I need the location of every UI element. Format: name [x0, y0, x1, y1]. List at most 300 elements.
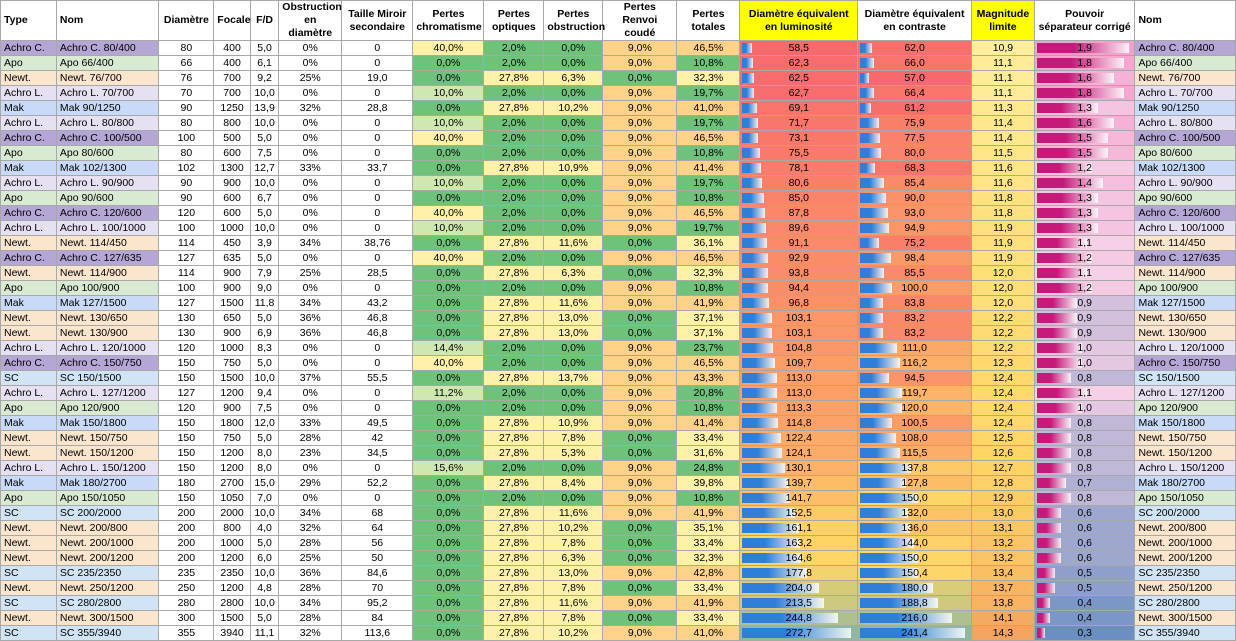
contraste-cell[interactable]	[858, 461, 972, 476]
focale-cell[interactable]: 900	[214, 266, 251, 281]
renvoi-cell[interactable]: 9,0%	[603, 506, 677, 521]
luminosite-cell[interactable]	[740, 56, 858, 71]
nom-right-cell[interactable]: Newt. 200/1200	[1135, 551, 1236, 566]
fd-cell[interactable]: 6,9	[250, 326, 278, 341]
type-cell[interactable]: Newt.	[1, 446, 57, 461]
separateur-cell[interactable]	[1034, 476, 1135, 491]
magnitude-cell[interactable]	[971, 401, 1034, 416]
nom-cell[interactable]: Newt. 200/1200	[56, 551, 159, 566]
contraste-cell[interactable]	[858, 116, 972, 131]
miroir-cell[interactable]: 84	[342, 611, 413, 626]
miroir-cell[interactable]: 0	[342, 251, 413, 266]
diametre-cell[interactable]: 100	[159, 221, 214, 236]
luminosite-cell[interactable]	[740, 626, 858, 641]
focale-cell[interactable]: 635	[214, 251, 251, 266]
diametre-cell[interactable]: 180	[159, 476, 214, 491]
diametre-cell[interactable]: 90	[159, 176, 214, 191]
chromatisme-cell[interactable]: 0,0%	[413, 371, 484, 386]
focale-cell[interactable]: 1000	[214, 221, 251, 236]
contraste-cell[interactable]	[858, 131, 972, 146]
luminosite-cell[interactable]	[740, 506, 858, 521]
diametre-cell[interactable]: 150	[159, 461, 214, 476]
nom-cell[interactable]: Achro L. 120/1000	[56, 341, 159, 356]
totales-cell[interactable]: 10,8%	[677, 491, 740, 506]
type-cell[interactable]: Newt.	[1, 581, 57, 596]
nom-right-cell[interactable]: Newt. 150/1200	[1135, 446, 1236, 461]
separateur-cell[interactable]	[1034, 146, 1135, 161]
chromatisme-cell[interactable]: 0,0%	[413, 191, 484, 206]
magnitude-cell[interactable]	[971, 341, 1034, 356]
optiques-cell[interactable]: 2,0%	[484, 131, 544, 146]
table-row[interactable]	[1, 341, 1236, 356]
totales-cell[interactable]: 41,9%	[677, 596, 740, 611]
optiques-cell[interactable]: 27,8%	[484, 266, 544, 281]
miroir-cell[interactable]: 0	[342, 176, 413, 191]
optiques-cell[interactable]: 27,8%	[484, 521, 544, 536]
obstruction-cell[interactable]: 0%	[279, 206, 342, 221]
separateur-cell[interactable]	[1034, 311, 1135, 326]
renvoi-cell[interactable]: 0,0%	[603, 521, 677, 536]
contraste-cell[interactable]	[858, 371, 972, 386]
nom-cell[interactable]: SC 150/1500	[56, 371, 159, 386]
nom-cell[interactable]: Newt. 250/1200	[56, 581, 159, 596]
nom-cell[interactable]: Achro L. 90/900	[56, 176, 159, 191]
chromatisme-cell[interactable]: 0,0%	[413, 416, 484, 431]
separateur-cell[interactable]	[1034, 596, 1135, 611]
header-nom-2[interactable]: Nom	[1135, 1, 1236, 41]
diametre-cell[interactable]: 130	[159, 326, 214, 341]
diametre-cell[interactable]: 90	[159, 191, 214, 206]
optiques-cell[interactable]: 27,8%	[484, 416, 544, 431]
renvoi-cell[interactable]: 0,0%	[603, 551, 677, 566]
contraste-cell[interactable]	[858, 281, 972, 296]
table-row[interactable]	[1, 56, 1236, 71]
totales-cell[interactable]: 37,1%	[677, 326, 740, 341]
totales-cell[interactable]: 46,5%	[677, 356, 740, 371]
focale-cell[interactable]: 600	[214, 206, 251, 221]
chromatisme-cell[interactable]: 0,0%	[413, 161, 484, 176]
table-row[interactable]	[1, 476, 1236, 491]
magnitude-cell[interactable]	[971, 131, 1034, 146]
luminosite-cell[interactable]	[740, 431, 858, 446]
luminosite-cell[interactable]	[740, 371, 858, 386]
renvoi-cell[interactable]: 0,0%	[603, 536, 677, 551]
obstruction-cell[interactable]: 25%	[279, 71, 342, 86]
fd-cell[interactable]: 12,7	[250, 161, 278, 176]
fd-cell[interactable]: 5,0	[250, 311, 278, 326]
magnitude-cell[interactable]	[971, 311, 1034, 326]
separateur-cell[interactable]	[1034, 536, 1135, 551]
renvoi-cell[interactable]: 0,0%	[603, 611, 677, 626]
magnitude-cell[interactable]	[971, 596, 1034, 611]
nom-right-cell[interactable]: Newt. 114/450	[1135, 236, 1236, 251]
renvoi-cell[interactable]: 9,0%	[603, 176, 677, 191]
obstruction-cell[interactable]: 0%	[279, 356, 342, 371]
obstruction-cell[interactable]: 0%	[279, 281, 342, 296]
totales-cell[interactable]: 35,1%	[677, 521, 740, 536]
luminosite-cell[interactable]	[740, 221, 858, 236]
chromatisme-cell[interactable]: 0,0%	[413, 506, 484, 521]
chromatisme-cell[interactable]: 40,0%	[413, 251, 484, 266]
miroir-cell[interactable]: 33,7	[342, 161, 413, 176]
totales-cell[interactable]: 37,1%	[677, 311, 740, 326]
focale-cell[interactable]: 900	[214, 281, 251, 296]
type-cell[interactable]: Mak	[1, 296, 57, 311]
type-cell[interactable]: Mak	[1, 161, 57, 176]
diametre-cell[interactable]: 235	[159, 566, 214, 581]
magnitude-cell[interactable]	[971, 536, 1034, 551]
header-pertes-obstruction[interactable]: Pertes obstruction	[544, 1, 603, 41]
focale-cell[interactable]: 650	[214, 311, 251, 326]
luminosite-cell[interactable]	[740, 326, 858, 341]
focale-cell[interactable]: 1200	[214, 461, 251, 476]
nom-right-cell[interactable]: Achro L. 70/700	[1135, 86, 1236, 101]
contraste-cell[interactable]	[858, 236, 972, 251]
renvoi-cell[interactable]: 9,0%	[603, 356, 677, 371]
magnitude-cell[interactable]	[971, 581, 1034, 596]
totales-cell[interactable]: 10,8%	[677, 401, 740, 416]
contraste-cell[interactable]	[858, 626, 972, 641]
obstruction-loss-cell[interactable]: 0,0%	[544, 491, 603, 506]
renvoi-cell[interactable]: 9,0%	[603, 221, 677, 236]
nom-right-cell[interactable]: Mak 180/2700	[1135, 476, 1236, 491]
chromatisme-cell[interactable]: 14,4%	[413, 341, 484, 356]
separateur-cell[interactable]	[1034, 116, 1135, 131]
obstruction-cell[interactable]: 0%	[279, 86, 342, 101]
diametre-cell[interactable]: 130	[159, 311, 214, 326]
table-row[interactable]	[1, 596, 1236, 611]
totales-cell[interactable]: 39,8%	[677, 476, 740, 491]
chromatisme-cell[interactable]: 0,0%	[413, 536, 484, 551]
totales-cell[interactable]: 19,7%	[677, 86, 740, 101]
optiques-cell[interactable]: 2,0%	[484, 56, 544, 71]
type-cell[interactable]: Achro C.	[1, 41, 57, 56]
separateur-cell[interactable]	[1034, 446, 1135, 461]
magnitude-cell[interactable]	[971, 161, 1034, 176]
table-row[interactable]	[1, 461, 1236, 476]
fd-cell[interactable]: 10,0	[250, 371, 278, 386]
nom-cell[interactable]: Apo 80/600	[56, 146, 159, 161]
renvoi-cell[interactable]: 9,0%	[603, 161, 677, 176]
magnitude-cell[interactable]	[971, 221, 1034, 236]
diametre-cell[interactable]: 127	[159, 296, 214, 311]
separateur-cell[interactable]	[1034, 101, 1135, 116]
miroir-cell[interactable]: 113,6	[342, 626, 413, 641]
renvoi-cell[interactable]: 9,0%	[603, 251, 677, 266]
nom-cell[interactable]: Newt. 200/1000	[56, 536, 159, 551]
fd-cell[interactable]: 13,9	[250, 101, 278, 116]
fd-cell[interactable]: 6,0	[250, 551, 278, 566]
type-cell[interactable]: Newt.	[1, 551, 57, 566]
chromatisme-cell[interactable]: 0,0%	[413, 626, 484, 641]
obstruction-cell[interactable]: 0%	[279, 251, 342, 266]
separateur-cell[interactable]	[1034, 401, 1135, 416]
nom-right-cell[interactable]: SC 200/2000	[1135, 506, 1236, 521]
focale-cell[interactable]: 1000	[214, 341, 251, 356]
nom-cell[interactable]: SC 200/2000	[56, 506, 159, 521]
table-row[interactable]	[1, 581, 1236, 596]
contraste-cell[interactable]	[858, 101, 972, 116]
nom-right-cell[interactable]: SC 235/2350	[1135, 566, 1236, 581]
table-row[interactable]	[1, 266, 1236, 281]
obstruction-loss-cell[interactable]: 7,8%	[544, 431, 603, 446]
chromatisme-cell[interactable]: 0,0%	[413, 476, 484, 491]
luminosite-cell[interactable]	[740, 356, 858, 371]
totales-cell[interactable]: 19,7%	[677, 176, 740, 191]
obstruction-cell[interactable]: 0%	[279, 146, 342, 161]
optiques-cell[interactable]: 2,0%	[484, 206, 544, 221]
optiques-cell[interactable]: 2,0%	[484, 116, 544, 131]
contraste-cell[interactable]	[858, 41, 972, 56]
obstruction-loss-cell[interactable]: 11,6%	[544, 296, 603, 311]
nom-cell[interactable]: Achro C. 150/750	[56, 356, 159, 371]
focale-cell[interactable]: 400	[214, 41, 251, 56]
renvoi-cell[interactable]: 9,0%	[603, 281, 677, 296]
table-row[interactable]	[1, 506, 1236, 521]
table-row[interactable]	[1, 491, 1236, 506]
magnitude-cell[interactable]	[971, 521, 1034, 536]
luminosite-cell[interactable]	[740, 206, 858, 221]
miroir-cell[interactable]: 0	[342, 386, 413, 401]
diametre-cell[interactable]: 70	[159, 86, 214, 101]
optiques-cell[interactable]: 2,0%	[484, 401, 544, 416]
obstruction-cell[interactable]: 28%	[279, 431, 342, 446]
nom-cell[interactable]: Apo 90/600	[56, 191, 159, 206]
miroir-cell[interactable]: 28,5	[342, 266, 413, 281]
nom-cell[interactable]: SC 280/2800	[56, 596, 159, 611]
obstruction-cell[interactable]: 0%	[279, 491, 342, 506]
contraste-cell[interactable]	[858, 446, 972, 461]
renvoi-cell[interactable]: 9,0%	[603, 101, 677, 116]
obstruction-cell[interactable]: 0%	[279, 41, 342, 56]
obstruction-loss-cell[interactable]: 5,3%	[544, 446, 603, 461]
renvoi-cell[interactable]: 9,0%	[603, 296, 677, 311]
obstruction-cell[interactable]: 33%	[279, 161, 342, 176]
fd-cell[interactable]: 7,9	[250, 266, 278, 281]
separateur-cell[interactable]	[1034, 431, 1135, 446]
separateur-cell[interactable]	[1034, 626, 1135, 641]
miroir-cell[interactable]: 70	[342, 581, 413, 596]
totales-cell[interactable]: 32,3%	[677, 551, 740, 566]
optiques-cell[interactable]: 2,0%	[484, 41, 544, 56]
type-cell[interactable]: Achro C.	[1, 131, 57, 146]
luminosite-cell[interactable]	[740, 161, 858, 176]
obstruction-cell[interactable]: 25%	[279, 551, 342, 566]
obstruction-loss-cell[interactable]: 10,2%	[544, 521, 603, 536]
nom-cell[interactable]: Newt. 200/800	[56, 521, 159, 536]
nom-cell[interactable]: Newt. 130/900	[56, 326, 159, 341]
obstruction-cell[interactable]: 28%	[279, 581, 342, 596]
obstruction-cell[interactable]: 34%	[279, 506, 342, 521]
nom-cell[interactable]: Mak 102/1300	[56, 161, 159, 176]
type-cell[interactable]: Achro L.	[1, 116, 57, 131]
obstruction-loss-cell[interactable]: 6,3%	[544, 71, 603, 86]
table-row[interactable]	[1, 161, 1236, 176]
renvoi-cell[interactable]: 9,0%	[603, 596, 677, 611]
renvoi-cell[interactable]: 9,0%	[603, 206, 677, 221]
miroir-cell[interactable]: 52,2	[342, 476, 413, 491]
table-row[interactable]	[1, 236, 1236, 251]
chromatisme-cell[interactable]: 0,0%	[413, 491, 484, 506]
optiques-cell[interactable]: 2,0%	[484, 461, 544, 476]
contraste-cell[interactable]	[858, 296, 972, 311]
magnitude-cell[interactable]	[971, 281, 1034, 296]
nom-right-cell[interactable]: Achro L. 120/1000	[1135, 341, 1236, 356]
focale-cell[interactable]: 3940	[214, 626, 251, 641]
miroir-cell[interactable]: 43,2	[342, 296, 413, 311]
obstruction-loss-cell[interactable]: 0,0%	[544, 206, 603, 221]
contraste-cell[interactable]	[858, 551, 972, 566]
renvoi-cell[interactable]: 9,0%	[603, 401, 677, 416]
table-row[interactable]	[1, 191, 1236, 206]
separateur-cell[interactable]	[1034, 56, 1135, 71]
diametre-cell[interactable]: 150	[159, 446, 214, 461]
obstruction-loss-cell[interactable]: 13,0%	[544, 566, 603, 581]
fd-cell[interactable]: 10,0	[250, 116, 278, 131]
nom-right-cell[interactable]: Newt. 200/1000	[1135, 536, 1236, 551]
chromatisme-cell[interactable]: 0,0%	[413, 101, 484, 116]
renvoi-cell[interactable]: 0,0%	[603, 326, 677, 341]
obstruction-loss-cell[interactable]: 11,6%	[544, 236, 603, 251]
diametre-cell[interactable]: 127	[159, 251, 214, 266]
table-row[interactable]	[1, 626, 1236, 641]
header-diametre-luminosite[interactable]: Diamètre équivalent en luminosité	[740, 1, 858, 41]
luminosite-cell[interactable]	[740, 251, 858, 266]
luminosite-cell[interactable]	[740, 476, 858, 491]
luminosite-cell[interactable]	[740, 491, 858, 506]
nom-cell[interactable]: Apo 100/900	[56, 281, 159, 296]
table-row[interactable]	[1, 116, 1236, 131]
diametre-cell[interactable]: 280	[159, 596, 214, 611]
chromatisme-cell[interactable]: 40,0%	[413, 41, 484, 56]
obstruction-cell[interactable]: 0%	[279, 341, 342, 356]
magnitude-cell[interactable]	[971, 386, 1034, 401]
renvoi-cell[interactable]: 9,0%	[603, 386, 677, 401]
nom-right-cell[interactable]: Apo 120/900	[1135, 401, 1236, 416]
totales-cell[interactable]: 41,4%	[677, 416, 740, 431]
obstruction-cell[interactable]: 0%	[279, 461, 342, 476]
obstruction-loss-cell[interactable]: 11,6%	[544, 506, 603, 521]
chromatisme-cell[interactable]: 0,0%	[413, 146, 484, 161]
nom-right-cell[interactable]: Mak 127/1500	[1135, 296, 1236, 311]
type-cell[interactable]: Newt.	[1, 611, 57, 626]
magnitude-cell[interactable]	[971, 296, 1034, 311]
separateur-cell[interactable]	[1034, 491, 1135, 506]
totales-cell[interactable]: 46,5%	[677, 131, 740, 146]
diametre-cell[interactable]: 200	[159, 506, 214, 521]
luminosite-cell[interactable]	[740, 176, 858, 191]
totales-cell[interactable]: 23,7%	[677, 341, 740, 356]
obstruction-loss-cell[interactable]: 7,8%	[544, 611, 603, 626]
diametre-cell[interactable]: 66	[159, 56, 214, 71]
totales-cell[interactable]: 19,7%	[677, 221, 740, 236]
totales-cell[interactable]: 46,5%	[677, 206, 740, 221]
diametre-cell[interactable]: 150	[159, 491, 214, 506]
separateur-cell[interactable]	[1034, 521, 1135, 536]
totales-cell[interactable]: 24,8%	[677, 461, 740, 476]
focale-cell[interactable]: 2000	[214, 506, 251, 521]
obstruction-loss-cell[interactable]: 0,0%	[544, 356, 603, 371]
renvoi-cell[interactable]: 9,0%	[603, 86, 677, 101]
chromatisme-cell[interactable]: 0,0%	[413, 326, 484, 341]
focale-cell[interactable]: 800	[214, 116, 251, 131]
luminosite-cell[interactable]	[740, 236, 858, 251]
fd-cell[interactable]: 10,0	[250, 176, 278, 191]
table-row[interactable]	[1, 326, 1236, 341]
nom-right-cell[interactable]: Mak 150/1800	[1135, 416, 1236, 431]
nom-right-cell[interactable]: Achro L. 90/900	[1135, 176, 1236, 191]
obstruction-loss-cell[interactable]: 0,0%	[544, 401, 603, 416]
renvoi-cell[interactable]: 9,0%	[603, 341, 677, 356]
nom-right-cell[interactable]: Apo 80/600	[1135, 146, 1236, 161]
obstruction-loss-cell[interactable]: 0,0%	[544, 461, 603, 476]
nom-cell[interactable]: Mak 127/1500	[56, 296, 159, 311]
nom-cell[interactable]: Newt. 300/1500	[56, 611, 159, 626]
nom-right-cell[interactable]: Achro L. 127/1200	[1135, 386, 1236, 401]
fd-cell[interactable]: 8,0	[250, 461, 278, 476]
diametre-cell[interactable]: 80	[159, 41, 214, 56]
obstruction-cell[interactable]: 0%	[279, 56, 342, 71]
obstruction-loss-cell[interactable]: 0,0%	[544, 41, 603, 56]
focale-cell[interactable]: 600	[214, 146, 251, 161]
type-cell[interactable]: Achro L.	[1, 86, 57, 101]
nom-cell[interactable]: Achro L. 127/1200	[56, 386, 159, 401]
magnitude-cell[interactable]	[971, 101, 1034, 116]
obstruction-loss-cell[interactable]: 0,0%	[544, 146, 603, 161]
obstruction-loss-cell[interactable]: 6,3%	[544, 266, 603, 281]
contraste-cell[interactable]	[858, 161, 972, 176]
contraste-cell[interactable]	[858, 611, 972, 626]
table-row[interactable]	[1, 251, 1236, 266]
magnitude-cell[interactable]	[971, 491, 1034, 506]
totales-cell[interactable]: 32,3%	[677, 71, 740, 86]
nom-right-cell[interactable]: SC 150/1500	[1135, 371, 1236, 386]
contraste-cell[interactable]	[858, 416, 972, 431]
miroir-cell[interactable]: 0	[342, 356, 413, 371]
focale-cell[interactable]: 500	[214, 131, 251, 146]
table-row[interactable]	[1, 611, 1236, 626]
nom-cell[interactable]: Achro C. 120/600	[56, 206, 159, 221]
magnitude-cell[interactable]	[971, 251, 1034, 266]
obstruction-cell[interactable]: 0%	[279, 131, 342, 146]
totales-cell[interactable]: 33,4%	[677, 581, 740, 596]
renvoi-cell[interactable]: 9,0%	[603, 371, 677, 386]
totales-cell[interactable]: 46,5%	[677, 251, 740, 266]
optiques-cell[interactable]: 2,0%	[484, 281, 544, 296]
nom-cell[interactable]: Mak 90/1250	[56, 101, 159, 116]
separateur-cell[interactable]	[1034, 221, 1135, 236]
nom-cell[interactable]: Newt. 130/650	[56, 311, 159, 326]
nom-cell[interactable]: Mak 150/1800	[56, 416, 159, 431]
totales-cell[interactable]: 41,4%	[677, 161, 740, 176]
chromatisme-cell[interactable]: 0,0%	[413, 431, 484, 446]
optiques-cell[interactable]: 27,8%	[484, 581, 544, 596]
table-row[interactable]	[1, 41, 1236, 56]
header-taille-miroir[interactable]: Taille Miroir secondaire	[342, 1, 413, 41]
miroir-cell[interactable]: 38,76	[342, 236, 413, 251]
contraste-cell[interactable]	[858, 476, 972, 491]
separateur-cell[interactable]	[1034, 41, 1135, 56]
fd-cell[interactable]: 5,0	[250, 536, 278, 551]
separateur-cell[interactable]	[1034, 386, 1135, 401]
fd-cell[interactable]: 7,5	[250, 146, 278, 161]
table-row[interactable]	[1, 146, 1236, 161]
type-cell[interactable]: Achro C.	[1, 251, 57, 266]
fd-cell[interactable]: 3,9	[250, 236, 278, 251]
miroir-cell[interactable]: 0	[342, 281, 413, 296]
obstruction-loss-cell[interactable]: 13,0%	[544, 326, 603, 341]
nom-right-cell[interactable]: Achro C. 120/600	[1135, 206, 1236, 221]
